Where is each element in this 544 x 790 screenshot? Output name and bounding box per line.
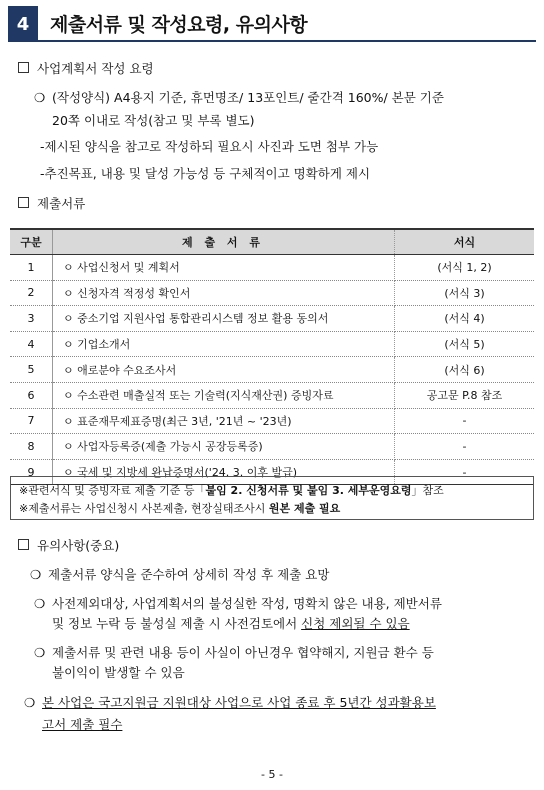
heading-text: 사업계획서 작성 요령	[37, 61, 154, 76]
table-row	[10, 280, 534, 306]
note-box	[10, 476, 534, 520]
note-text: 」참조	[411, 484, 444, 497]
row-no: 8	[10, 434, 53, 460]
row-form: (서식 1, 2)	[395, 255, 535, 281]
row-doc: ㅇ 수소관련 매출실적 또는 기술력(지식재산권) 증빙자료	[53, 382, 395, 408]
submission-table	[10, 228, 534, 485]
precaution-item-4-cont: 고서 제출 필수	[42, 717, 123, 732]
heading-business-plan	[18, 59, 154, 77]
row-form: (서식 3)	[395, 280, 535, 306]
row-no: 1	[10, 255, 53, 281]
row-no: 7	[10, 408, 53, 434]
row-doc: ㅇ 표준재무제표증명(최근 3년, '21년 ~ '23년)	[53, 408, 395, 434]
checkbox-square-icon	[18, 197, 29, 208]
plan-format-line1	[34, 88, 444, 106]
heading-precautions	[18, 536, 119, 554]
table-row	[10, 408, 534, 434]
note-bold-text: 붙임 2. 신청서류 및 붙임 3. 세부운영요령	[205, 484, 412, 497]
precaution-item-2	[34, 594, 442, 612]
section-number: 4	[8, 6, 38, 42]
row-no: 3	[10, 306, 53, 332]
heading-text: 유의사항(중요)	[37, 538, 120, 553]
col-header-docs: 제 출 서 류	[53, 229, 395, 255]
row-form: -	[395, 408, 535, 434]
plan-dash-1: -제시된 양식을 참고로 작성하되 필요시 사진과 도면 첨부 가능	[40, 139, 379, 154]
row-form: (서식 5)	[395, 331, 535, 357]
row-doc: ㅇ 기업소개서	[53, 331, 395, 357]
section-title: 제출서류 및 작성요령, 유의사항	[50, 14, 308, 36]
circle-bullet-icon: ❍	[34, 596, 46, 611]
row-form: 공고문 P.8 참조	[395, 382, 535, 408]
precaution-item-3-cont: 불이익이 발생할 수 있음	[52, 665, 185, 680]
plan-dash-2: -추진목표, 내용 및 달성 가능성 등 구체적이고 명확하게 제시	[40, 166, 371, 181]
col-header-form: 서식	[395, 229, 535, 255]
checkbox-square-icon	[18, 62, 29, 73]
note-bold-text: 원본 제출 필요	[268, 502, 341, 515]
row-form: -	[395, 434, 535, 460]
precaution-text: 사전제외대상, 사업계획서의 불성실한 작성, 명확치 않은 내용, 제반서류	[52, 596, 442, 611]
row-doc: ㅇ 사업자등록증(제출 가능시 공장등록증)	[53, 434, 395, 460]
table-row	[10, 255, 534, 281]
row-form: (서식 4)	[395, 306, 535, 332]
row-doc: ㅇ 신청자격 적정성 확인서	[53, 280, 395, 306]
circle-bullet-icon: ❍	[34, 645, 46, 660]
table-row	[10, 306, 534, 332]
table-row	[10, 434, 534, 460]
precaution-text: 및 정보 누락 등 불성실 제출 시 사전검토에서	[52, 616, 302, 631]
row-no: 9	[10, 459, 53, 485]
row-doc: ㅇ 중소기업 지원사업 통합관리시스템 정보 활용 동의서	[53, 306, 395, 332]
row-form: -	[395, 459, 535, 485]
col-header-category: 구분	[10, 229, 53, 255]
precaution-underlined-text: 신청 제외될 수 있음	[301, 616, 410, 631]
row-doc: ㅇ 애로분야 수요조사서	[53, 357, 395, 383]
precaution-item-4	[24, 693, 436, 711]
row-no: 4	[10, 331, 53, 357]
precaution-item-3	[34, 643, 434, 661]
row-doc: ㅇ 사업신청서 및 계획서	[53, 255, 395, 281]
table-row	[10, 382, 534, 408]
table-row	[10, 357, 534, 383]
row-no: 6	[10, 382, 53, 408]
plan-format-text: (작성양식) A4용지 기준, 휴먼명조/ 13포인트/ 줄간격 160%/ 본문 기준	[52, 90, 444, 105]
row-form: (서식 6)	[395, 357, 535, 383]
precaution-item-2-cont	[52, 614, 410, 632]
circle-bullet-icon: ❍	[30, 567, 42, 582]
section-header	[8, 6, 536, 42]
circle-bullet-icon: ❍	[34, 90, 46, 105]
note-line-2	[19, 500, 340, 516]
plan-format-line2: 20쪽 이내로 작성(참고 및 부록 별도)	[52, 113, 255, 128]
heading-submission-docs	[18, 194, 85, 212]
page-number: - 5 -	[261, 768, 283, 781]
checkbox-square-icon	[18, 539, 29, 550]
precaution-text: 제출서류 및 관련 내용 등이 사실이 아닌경우 협약해지, 지원금 환수 등	[52, 645, 434, 660]
heading-text: 제출서류	[37, 196, 86, 211]
precaution-item-1	[30, 565, 329, 583]
circle-bullet-icon: ❍	[24, 695, 36, 710]
table-row	[10, 331, 534, 357]
note-text: ※제출서류는 사업신청시 사본제출, 현장실태조사시	[19, 502, 269, 515]
header-rule	[38, 40, 536, 42]
note-text: ※관련서식 및 증빙자료 제출 기준 등「	[19, 484, 206, 497]
precaution-underlined-text: 본 사업은 국고지원금 지원대상 사업으로 사업 종료 후 5년간 성과활용보	[42, 695, 436, 710]
row-doc: ㅇ 국세 및 지방세 완납증명서('24. 3. 이후 발급)	[53, 459, 395, 485]
precaution-text: 제출서류 양식을 준수하여 상세히 작성 후 제출 요망	[48, 567, 330, 582]
note-line-1	[19, 482, 444, 498]
row-no: 2	[10, 280, 53, 306]
row-no: 5	[10, 357, 53, 383]
table-header-row	[10, 229, 534, 255]
